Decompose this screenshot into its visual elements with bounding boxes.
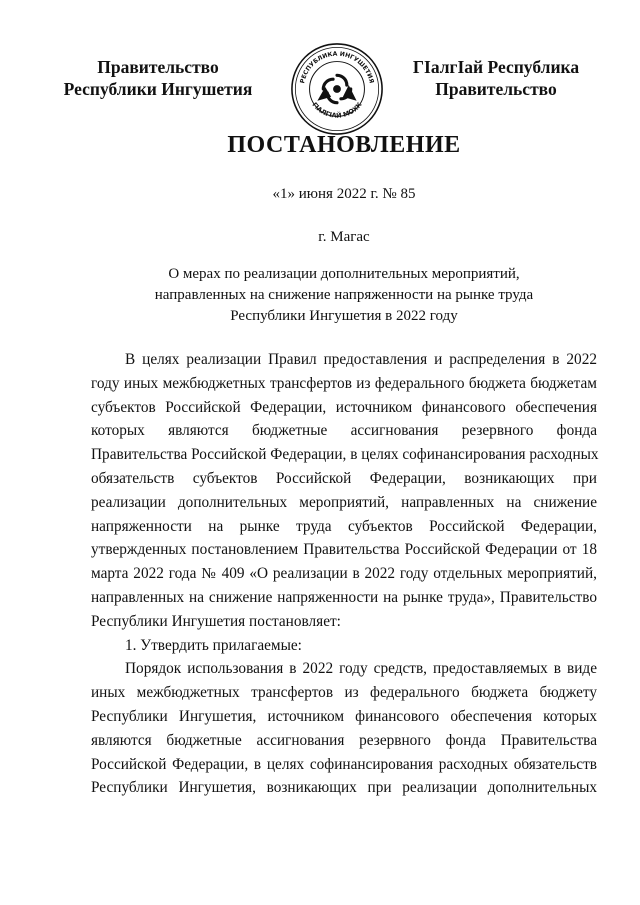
body-line: Российской Федерации, в целях софинансирования расходных обязательств xyxy=(91,755,597,773)
header-left-line1: Правительство xyxy=(97,57,219,77)
document-subject xyxy=(0,264,640,327)
body-line: иных межбюджетных трансфертов из федерального бюджета бюджету xyxy=(91,684,597,702)
body-line: обязательств субъектов Российской Федерации, возникающих при xyxy=(91,469,597,487)
republic-emblem-icon xyxy=(288,40,386,138)
header-right xyxy=(390,56,602,100)
svg-text:РЕСПУБЛИКА ИНГУШЕТИЯ xyxy=(299,51,375,85)
emblem-text-bottom: ГIАЛГIАЙ МОХК xyxy=(310,100,364,120)
body-line: направленных на снижение напряженности на рынке труда», Правительство xyxy=(91,588,597,606)
emblem-text-top: РЕСПУБЛИКА ИНГУШЕТИЯ xyxy=(299,50,375,85)
document-date-number: «1» июня 2022 г. № 85 xyxy=(272,186,416,202)
document-body xyxy=(91,348,597,800)
header-left-line2: Республики Ингушетия xyxy=(63,79,253,99)
body-line: Республики Ингушетия, возникающих при реализации дополнительных xyxy=(91,779,597,797)
subject-line: направленных на снижение напряженности на рынке труда xyxy=(154,287,534,303)
body-line: Правительства Российской Федерации, в целях софинансирования расходных xyxy=(91,446,599,464)
subject-line: О мерах по реализации дополнительных мероприятий, xyxy=(168,266,520,282)
header-right-line2: Правительство xyxy=(435,79,557,99)
body-line: реализации дополнительных мероприятий, направленных на снижение xyxy=(91,493,597,511)
document-title: ПОСТАНОВЛЕНИЕ xyxy=(227,132,461,158)
body-line: году иных межбюджетных трансфертов из федерального бюджета бюджетам xyxy=(91,374,597,392)
document-city: г. Магас xyxy=(318,229,370,245)
body-line: напряженности на рынке труда субъектов Российской Федерации, xyxy=(91,517,597,535)
body-line: утвержденных постановлением Правительства Российской Федерации от 18 xyxy=(91,541,597,559)
body-line: которых являются бюджетные ассигнования резервного фонда xyxy=(91,422,597,440)
body-line: субъектов Российской Федерации, источником финансового обеспечения xyxy=(91,398,597,416)
subject-line: Республики Ингушетия в 2022 году xyxy=(230,308,458,324)
body-line: являются бюджетные ассигнования резервного фонда Правительства xyxy=(91,731,597,749)
body-line: 1. Утвердить прилагаемые: xyxy=(125,636,302,654)
body-line: Республики Ингушетия постановляет: xyxy=(91,612,341,630)
body-line: марта 2022 года № 409 «О реализации в 2022 году отдельных мероприятий, xyxy=(91,565,597,583)
body-line: В целях реализации Правил предоставления и распределения в 2022 xyxy=(125,351,597,368)
body-line: Порядок использования в 2022 году средств, предоставляемых в виде xyxy=(125,660,597,678)
header-left xyxy=(48,56,268,100)
header-right-line1: ГIалгIай Республика xyxy=(412,57,580,77)
body-line: Республики Ингушетия, источником финансового обеспечения которых xyxy=(91,707,597,725)
